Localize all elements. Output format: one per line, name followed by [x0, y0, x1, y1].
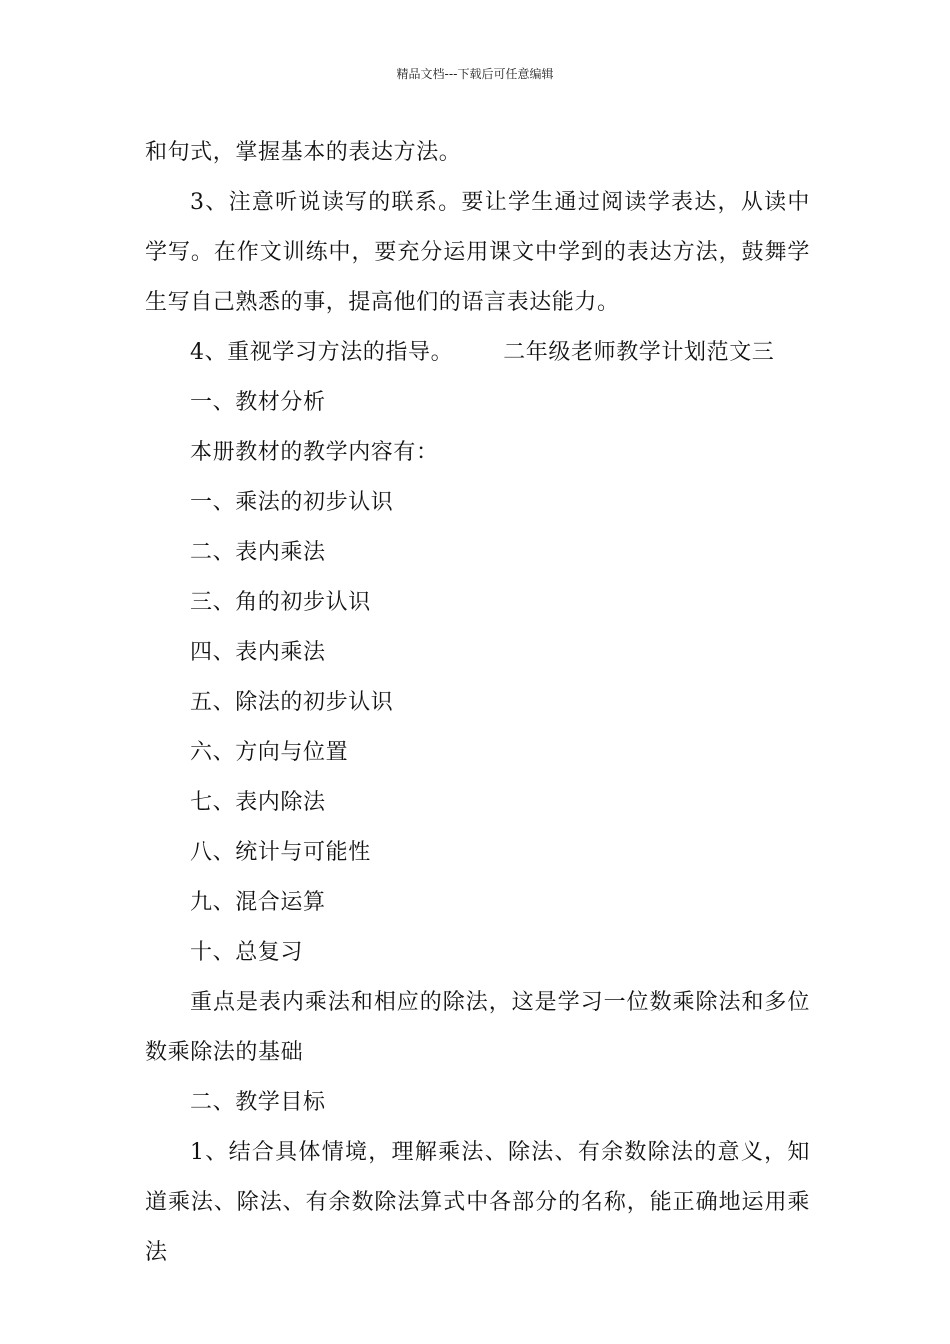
list-item: 十、总复习: [190, 940, 304, 965]
list-item: 七、表内除法: [190, 790, 326, 815]
list-item: 四、表内乘法: [190, 640, 326, 665]
list-item: 一、乘法的初步认识: [190, 490, 394, 515]
section-heading-teaching-goals: 二、教学目标: [190, 1090, 326, 1115]
paragraph-content-intro: 本册教材的教学内容有：: [190, 440, 439, 465]
list-item: 二、表内乘法: [190, 540, 326, 565]
paragraph-point-4: [145, 328, 810, 378]
point-4-text: 4、重视学习方法的指导。: [190, 340, 454, 365]
paragraph-point-3: 3、注意听说读写的联系。要让学生通过阅读学表达，从读中学写。在作文训练中，要充分运用课文中学到的表达方法，鼓舞学生写自己熟悉的事，提高他们的语言表达能力。: [145, 190, 810, 315]
section-heading-textbook-analysis: 一、教材分析: [190, 390, 326, 415]
document-body: [145, 128, 810, 1278]
list-item: 三、角的初步认识: [190, 590, 371, 615]
list-item: 九、混合运算: [190, 890, 326, 915]
list-item: 六、方向与位置: [190, 740, 349, 765]
paragraph-goal-1: 1、结合具体情境，理解乘法、除法、有余数除法的意义，知道乘法、除法、有余数除法算式中各部分的名称，能正确地运用乘法: [145, 1140, 810, 1265]
paragraph-continuation: 和句式，掌握基本的表达方法。: [145, 140, 462, 165]
list-item: 八、统计与可能性: [190, 840, 371, 865]
section-title-plan-three: 二年级老师教学计划范文三: [503, 340, 775, 365]
list-item: 五、除法的初步认识: [190, 690, 394, 715]
page-header: 精品文档---下载后可任意编辑: [396, 67, 554, 81]
paragraph-key-points: 重点是表内乘法和相应的除法，这是学习一位数乘除法和多位数乘除法的基础: [145, 990, 810, 1065]
